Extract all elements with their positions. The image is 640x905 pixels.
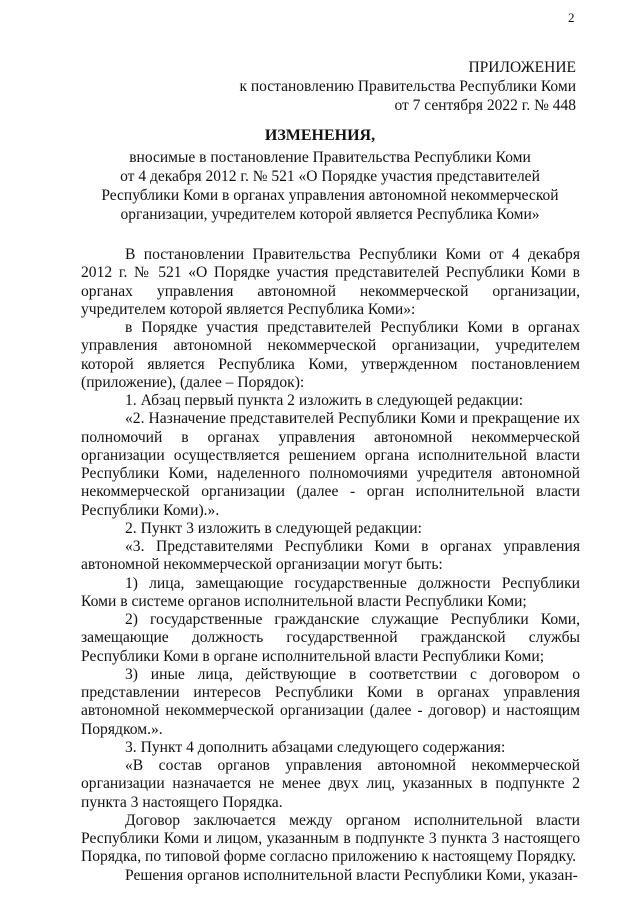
page-number: 2 bbox=[568, 10, 575, 25]
paragraph: в Порядке участия представителей Республики Коми в органах управления автономной некоммерческой организации, учредителем которой является Республика Коми, утвержденном постановлением (приложение), (далее – Порядок): bbox=[81, 319, 580, 391]
appendix-block bbox=[239, 58, 576, 115]
subtitle-line: вносимые в постановление Правительства Республики Коми bbox=[129, 149, 531, 166]
paragraph: 2. Пункт 3 изложить в следующей редакции: bbox=[125, 519, 422, 537]
appendix-title: ПРИЛОЖЕНИЕ bbox=[468, 59, 576, 76]
paragraph: 2) государственные гражданские служащие Республики Коми, замещающие должность государственной гражданской службы Республики Коми в органе исполнительной власти Республики Коми; bbox=[81, 611, 580, 665]
paragraph: «2. Назначение представителей Республики Коми и прекращение их полномочий в органах управления автономной некоммерческой организации осуществляется решением органа исполнительной власти Республики Коми, наделенного полномочиями учредителя автономной некоммерческой организации (далее - орган исполнительной власти Республики Коми).». bbox=[81, 410, 580, 519]
paragraph: 1. Абзац первый пункта 2 изложить в следующей редакции: bbox=[125, 392, 524, 409]
subtitle-line: Республики Коми в органах управления автономной некоммерческой bbox=[101, 187, 559, 204]
document-subtitle bbox=[60, 148, 600, 224]
paragraph: В постановлении Правительства Республики Коми от 4 декабря 2012 г. № 521 «О Порядке участия представителей Республики Коми в органах управления автономной некоммерческой организации, учредителем которой является Республика Коми»: bbox=[81, 246, 580, 318]
paragraph: Решения органов исполнительной власти Республики Коми, указан- bbox=[125, 866, 578, 884]
paragraph: 3. Пункт 4 дополнить абзацами следующего содержания: bbox=[125, 738, 506, 756]
appendix-date-line: от 7 сентября 2022 г. № 448 bbox=[394, 97, 576, 114]
paragraph: «3. Представителями Республики Коми в органах управления автономной некоммерческой организации могут быть: bbox=[81, 538, 580, 574]
paragraph: 3) иные лица, действующие в соответствии с договором о представлении интересов Республики Коми в органах управления автономной некоммерческой организации (далее - договор) и настоящим Порядком.». bbox=[81, 665, 580, 738]
paragraph: Договор заключается между органом исполнительной власти Республики Коми и лицом, указанным в подпункте 3 пункта 3 настоящего Порядка, по типовой форме согласно приложению к настоящему Порядку. bbox=[81, 811, 580, 866]
document-title: ИЗМЕНЕНИЯ, bbox=[264, 127, 376, 144]
subtitle-line: от 4 декабря 2012 г. № 521 «О Порядке участия представителей bbox=[120, 168, 540, 185]
document-body bbox=[81, 246, 580, 885]
appendix-resolution-line: к постановлению Правительства Республики Коми bbox=[239, 78, 576, 95]
subtitle-line: организации, учредителем которой является Республика Коми» bbox=[120, 206, 540, 223]
paragraph: 1) лица, замещающие государственные должности Республики Коми в системе органов исполнительной власти Республики Коми; bbox=[81, 574, 580, 610]
paragraph: «В состав органов управления автономной некоммерческой организации назначается не менее двух лиц, указанных в подпункте 2 пункта 3 настоящего Порядка. bbox=[81, 757, 580, 811]
